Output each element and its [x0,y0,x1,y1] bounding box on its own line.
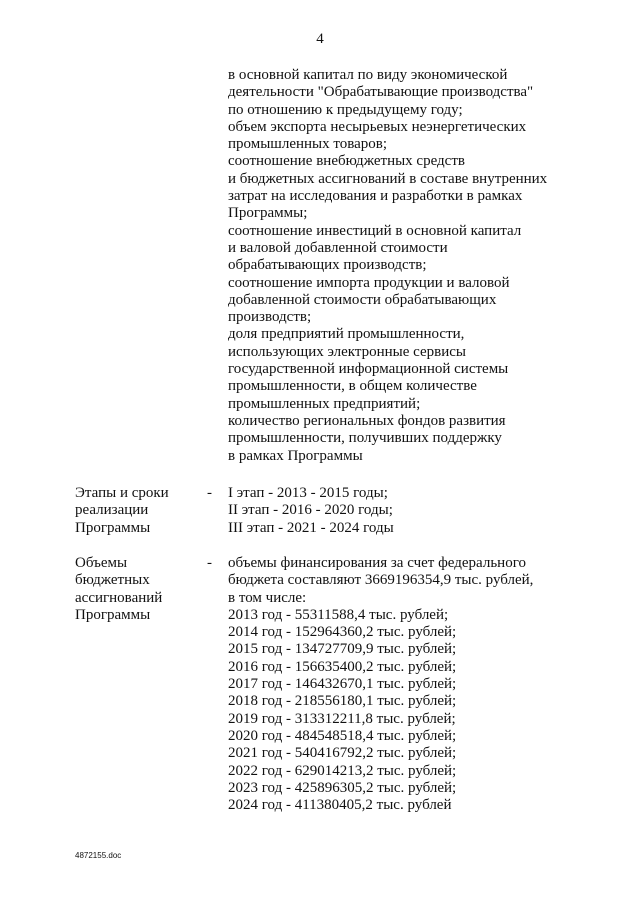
intro-line: доля предприятий промышленности, [228,326,465,343]
funding-label-line: бюджетных [75,572,150,589]
funding-dash: - [207,555,212,571]
funding-line: 2013 год - 55311588,4 тыс. рублей; [228,606,449,623]
stages-label-line: Этапы и сроки [75,485,169,501]
intro-line: затрат на исследования и разработки в рамках [228,188,523,205]
stages-label [75,485,205,537]
funding-line: 2016 год - 156635400,2 тыс. рублей; [228,658,457,675]
funding-line: 2024 год - 411380405,2 тыс. рублей [228,797,452,814]
funding-line: 2022 год - 629014213,2 тыс. рублей; [228,762,457,779]
intro-line: и валовой добавленной стоимости [228,239,448,256]
intro-line: количество региональных фондов развития [228,412,506,429]
funding-line: 2018 год - 218556180,1 тыс. рублей; [228,693,457,710]
funding-label-line: Объемы [75,555,128,571]
stages-label-line: Программы [75,519,151,536]
intro-line: в основной капитал по виду экономической [228,67,508,83]
funding-label-line: ассигнований [75,589,163,606]
intro-line: и бюджетных ассигнований в составе внутренних [228,170,548,187]
stage-line: II этап - 2016 - 2020 годы; [228,502,393,519]
funding-line: объемы финансирования за счет федерального [228,555,526,571]
stage-line: III этап - 2021 - 2024 годы [228,519,394,536]
stages-dash: - [207,485,212,501]
intro-line: промышленных предприятий; [228,395,421,412]
intro-line: использующих электронные сервисы [228,343,467,360]
intro-line: промышленных товаров; [228,136,388,153]
funding-line: 2015 год - 134727709,9 тыс. рублей; [228,641,457,658]
stages-value [228,485,608,537]
stage-line: I этап - 2013 - 2015 годы; [228,485,388,501]
page-number: 4 [316,31,324,47]
intro-line: производств; [228,309,312,326]
intro-text [228,67,608,465]
funding-line: 2020 год - 484548518,4 тыс. рублей; [228,727,457,744]
intro-line: промышленности, в общем количестве [228,378,477,395]
funding-line: бюджета составляют 3669196354,9 тыс. рублей, [228,572,534,589]
funding-line: 2021 год - 540416792,2 тыс. рублей; [228,745,457,762]
intro-line: промышленности, получивших поддержку [228,430,502,447]
funding-line: 2014 год - 152964360,2 тыс. рублей; [228,624,457,641]
intro-line: обрабатывающих производств; [228,257,427,274]
intro-line: соотношение импорта продукции и валовой [228,274,510,291]
intro-line: деятельности "Обрабатывающие производства" [228,84,534,101]
intro-line: Программы; [228,205,308,222]
funding-label-line: Программы [75,606,151,623]
footer-filename: 4872155.doc [75,851,122,860]
funding-label [75,555,205,624]
intro-line: соотношение инвестиций в основной капитал [228,222,522,239]
stages-label-line: реализации [75,502,149,519]
intro-line: соотношение внебюджетных средств [228,153,465,170]
funding-line: 2017 год - 146432670,1 тыс. рублей; [228,676,457,693]
funding-line: 2023 год - 425896305,2 тыс. рублей; [228,779,457,796]
funding-line: в том числе: [228,589,307,606]
intro-line: государственной информационной системы [228,361,509,378]
intro-line: по отношению к предыдущему году; [228,101,463,118]
funding-line: 2019 год - 313312211,8 тыс. рублей; [228,710,456,727]
intro-line: объем экспорта несырьевых неэнергетических [228,118,527,135]
funding-value [228,555,608,814]
intro-line: добавленной стоимости обрабатывающих [228,291,497,308]
intro-line: в рамках Программы [228,447,363,464]
